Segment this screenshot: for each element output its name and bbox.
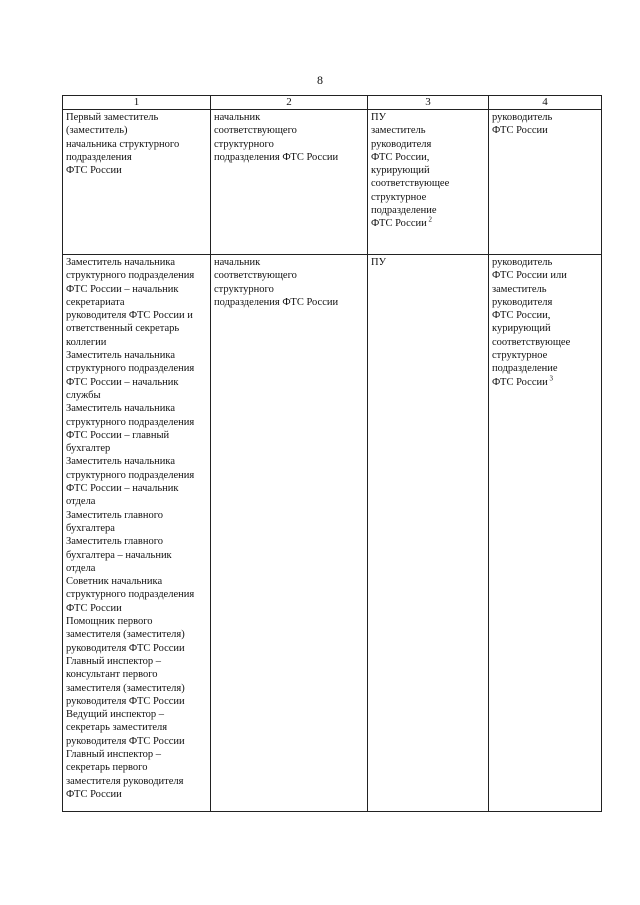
cell-text-line: Заместитель главного xyxy=(66,536,164,548)
cell-text-line: структурного xyxy=(214,138,274,150)
cell-text-line: ПУ xyxy=(371,112,387,123)
cell-text-line: Заместитель начальника xyxy=(66,456,176,468)
cell-text-line: структурного xyxy=(214,283,274,295)
cell-text-line: ФТС России $^2$ xyxy=(371,215,432,230)
cell-text-line: руководителя xyxy=(492,296,553,308)
cell-text-line: структурного подразделения xyxy=(66,589,195,601)
cell-text-line: ФТС России или xyxy=(492,270,567,282)
cell-text-line: ФТС России xyxy=(66,602,122,614)
cell-text-line: подразделения ФТС России xyxy=(214,151,339,163)
cell-text-line: консультант первого xyxy=(66,669,158,681)
cell-text-line: структурного подразделения xyxy=(66,363,195,375)
cell-text-line: руководителя xyxy=(371,138,432,150)
cell-text-line: соответствующее xyxy=(371,178,450,190)
cell-text-line: ПУ xyxy=(371,257,387,268)
header-cell-3: 3 xyxy=(368,96,489,110)
cell-text-line: Заместитель начальника xyxy=(66,350,176,362)
cell-text-line: руководителя ФТС России xyxy=(66,695,185,707)
cell-text-line: руководителя ФТС России xyxy=(66,642,185,654)
header-cell-1: 1 xyxy=(63,96,211,110)
cell-text-line: соответствующее xyxy=(492,336,571,348)
cell-text-line: ответственный секретарь xyxy=(66,323,180,335)
cell-text-line: Заместитель главного xyxy=(66,509,164,521)
cell-text-line: соответствующего xyxy=(214,125,297,137)
header-cell-2: 2 xyxy=(211,96,368,110)
table-row xyxy=(63,255,602,812)
cell-text-line: секретарь первого xyxy=(66,762,148,774)
cell-text-line: руководителя ФТС России и xyxy=(66,310,193,322)
cell-text-line: бухгалтера – начальник xyxy=(66,549,172,561)
cell-text-line: Советник начальника xyxy=(66,576,163,588)
cell-text-line: заместитель xyxy=(492,283,547,295)
document-table xyxy=(62,95,602,812)
cell-text-line: структурного подразделения xyxy=(66,416,195,428)
cell-text-line: Первый заместитель xyxy=(66,112,159,123)
cell-text-line: подразделение xyxy=(492,363,558,375)
cell-text-line: подразделение xyxy=(371,205,437,217)
cell-text-line: заместителя (заместителя) xyxy=(66,682,185,694)
cell-text-line: руководитель xyxy=(492,257,553,268)
cell-text-line: секретарь заместителя xyxy=(66,722,168,734)
cell-text-line: коллегии xyxy=(66,336,107,348)
cell-text-line: ФТС России xyxy=(66,165,122,177)
cell-text-line: Ведущий инспектор – xyxy=(66,709,165,721)
position-cell xyxy=(63,110,211,255)
cell-text-line: отдела xyxy=(66,496,96,508)
cell-text-line: ФТС России – начальник xyxy=(66,283,179,295)
cell-text-line: ФТС России $^3$ xyxy=(492,374,553,388)
cell-text-line: структурное xyxy=(371,191,427,203)
cell-text-line: ФТС России xyxy=(66,788,122,800)
table-header-row xyxy=(63,96,602,110)
cell-text-line: заместитель xyxy=(371,125,426,137)
page-number: 8 xyxy=(317,73,323,87)
cell-text-line: ФТС России – начальник xyxy=(66,483,179,495)
cell-text-line: отдела xyxy=(66,562,96,574)
cell-text-line: заместителя руководителя xyxy=(66,775,184,787)
cell-text-line: секретариата xyxy=(66,296,125,308)
cell-text-line: структурного подразделения xyxy=(66,469,195,481)
cell-text-line: начальник xyxy=(214,112,261,123)
cell-text-line: бухгалтер xyxy=(66,443,111,455)
footnote-marker: 3 xyxy=(547,374,553,383)
cell-text-line: курирующий xyxy=(371,165,430,177)
cell-text-line: службы xyxy=(66,389,101,401)
position-cell xyxy=(63,255,211,812)
cell-text-line: руководителя ФТС России xyxy=(66,735,185,747)
cell-text-line: подразделения ФТС России xyxy=(214,296,339,308)
cell-text-line: Заместитель начальника xyxy=(66,257,176,268)
cell-text-line: (заместитель) xyxy=(66,125,128,137)
cell-text-line: ФТС России xyxy=(492,125,548,137)
cell-text-line: соответствующего xyxy=(214,270,297,282)
appointing-manager-cell xyxy=(211,255,368,812)
cell-text-line: Главный инспектор – xyxy=(66,748,162,760)
footnote-marker: 2 xyxy=(426,215,432,224)
cell-text-line: структурного подразделения xyxy=(66,270,195,282)
cell-text-line: начальник xyxy=(214,257,261,268)
cell-text-line: ФТС России, xyxy=(492,310,551,322)
header-cell-4: 4 xyxy=(489,96,602,110)
cell-text-line: ФТС России – начальник xyxy=(66,376,179,388)
document-type-cell xyxy=(368,110,489,255)
cell-text-line: Главный инспектор – xyxy=(66,655,162,667)
cell-text-line: Заместитель начальника xyxy=(66,403,176,415)
cell-text-line: заместителя (заместителя) xyxy=(66,629,185,641)
cell-text-line: подразделения xyxy=(66,151,132,163)
cell-text-line: курирующий xyxy=(492,323,551,335)
cell-text-line: бухгалтера xyxy=(66,522,115,534)
appointing-manager-cell xyxy=(211,110,368,255)
table-row xyxy=(63,110,602,255)
approver-cell xyxy=(489,110,602,255)
cell-text-line: руководитель xyxy=(492,112,553,123)
cell-text-line: начальника структурного xyxy=(66,138,180,150)
cell-text-line: ФТС России – главный xyxy=(66,429,170,441)
cell-text-line: структурное xyxy=(492,350,548,362)
cell-text-line: Помощник первого xyxy=(66,616,153,628)
cell-text-line: ФТС России, xyxy=(371,151,430,163)
approver-cell xyxy=(489,255,602,812)
document-type-cell xyxy=(368,255,489,812)
